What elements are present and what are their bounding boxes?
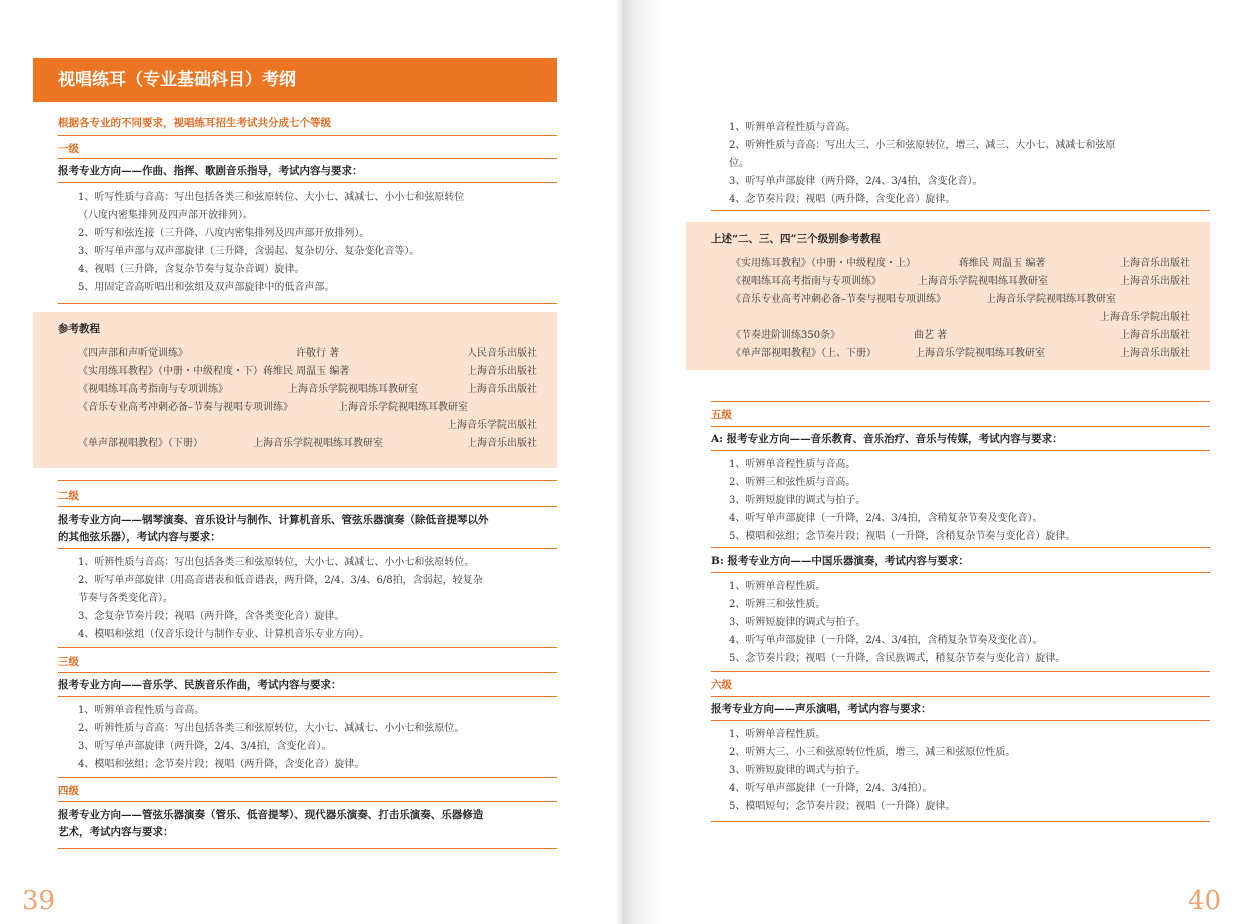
list-item: 1、听辨单音程性质与音高。 (78, 705, 205, 716)
reference-author: 曲艺 著 (914, 330, 948, 341)
list-item: （八度内密集排列及四声部开放排列）。 (78, 210, 253, 221)
list-item: 4、视唱（三升降，含复杂节奏与复杂音调）旋律。 (78, 264, 305, 275)
reference-book: 《节奏进阶训练350条》 (731, 330, 841, 341)
reference-author: 上海音乐学院视唱练耳教研室 (986, 294, 1116, 305)
reference-publisher: 上海音乐出版社 (467, 438, 537, 449)
list-item: 2、听辨性质与音高：写出包括各类三和弦原转位，大小七、减减七、小小七和弦原位。 (78, 723, 465, 734)
divider (58, 672, 557, 673)
level-4-heading: 报考专业方向——管弦乐器演奏（管乐、低音提琴）、现代器乐演奏、打击乐演奏、乐器修造 (58, 809, 484, 821)
divider (58, 548, 557, 549)
reference-book: 《单声部视唱教程》（上、下册） (731, 348, 876, 359)
level-6-items (729, 726, 1209, 816)
list-item: 2、听辨三和弦性质与音高。 (729, 477, 856, 488)
list-item: 2、听写和弦连接（三升降、八度内密集排列及四声部开放排列）。 (78, 228, 370, 239)
list-item: 节奏与各类变化音）。 (78, 593, 173, 604)
list-item: 4、模唱和弦组（仅音乐设计与制作专业、计算机音乐专业方向）。 (78, 629, 370, 640)
list-item: 4、听写单声部旋律（一升降，2/4、3/4拍）。 (729, 783, 933, 794)
reference-book: 《实用练耳教程》（中册・中级程度・下）蒋维民 周温玉 编著 (78, 366, 350, 377)
list-item: 5、模唱短句；念节奏片段；视唱（一升降）旋律。 (729, 801, 956, 812)
divider (711, 572, 1210, 573)
reference-publisher: 上海音乐出版社 (467, 366, 537, 377)
list-item: 5、念节奏片段；视唱（一升降，含民族调式，稍复杂节奏与变化音）旋律。 (729, 653, 1066, 664)
divider (58, 696, 557, 697)
list-item: 1、听辨单音程性质。 (729, 729, 826, 740)
level-1-heading: 报考专业方向——作曲、指挥、歌剧音乐指导，考试内容与要求： (58, 165, 363, 177)
list-item: 5、模唱和弦组；念节奏片段；视唱（一升降，含稍复杂节奏与变化音）旋律。 (729, 531, 1076, 542)
reference-book: 《四声部和声听觉训练》 (78, 348, 188, 359)
reference-book: 《音乐专业高考冲刺必备–节奏与视唱专项训练》 (731, 294, 946, 305)
level-5b-items (729, 578, 1209, 668)
level-4-label: 四级 (58, 785, 79, 797)
divider (58, 647, 557, 648)
list-item: 2、听辨性质与音高：写出大三、小三和弦原转位，增三、减三、大小七、减减七和弦原 (729, 140, 1116, 151)
divider (711, 671, 1210, 672)
reference-book: 《视唱练耳高考指南与专项训练》 (78, 384, 228, 395)
reference-publisher: 人民音乐出版社 (467, 348, 537, 359)
list-item: 4、听写单声部旋律（一升降，2/4、3/4拍，含稍复杂节奏及变化音）。 (729, 513, 1043, 524)
reference-publisher: 上海音乐出版社 (1120, 276, 1190, 287)
divider (58, 135, 557, 136)
divider (711, 696, 1210, 697)
level-2-label: 二级 (58, 490, 79, 502)
divider (711, 547, 1210, 548)
list-item: 3、念复杂节奏片段；视唱（两升降，含各类变化音）旋律。 (78, 611, 345, 622)
level-1-items (78, 189, 548, 297)
level-4-heading-cont: 艺术，考试内容与要求： (58, 826, 174, 838)
reference-author: 上海音乐学院视唱练耳教研室 (253, 438, 383, 449)
reference-book: 《视唱练耳高考指南与专项训练》 (731, 276, 881, 287)
reference-box (33, 312, 557, 468)
level-4-items (729, 119, 1209, 209)
level-1-label: 一级 (58, 143, 79, 155)
divider (711, 720, 1210, 721)
reference-publisher: 上海音乐出版社 (1120, 330, 1190, 341)
divider (58, 182, 557, 183)
list-item: 1、听辨单音程性质与音高。 (729, 459, 856, 470)
level-2-items (78, 554, 548, 644)
reference-publisher: 上海音乐学院出版社 (447, 420, 537, 431)
reference-title: 上述“二、三、四”三个级别参考教程 (711, 233, 881, 245)
list-item: 3、听辨短旋律的调式与拍子。 (729, 765, 866, 776)
reference-publisher: 上海音乐学院出版社 (1100, 312, 1190, 323)
list-item: 4、念节奏片段；视唱（两升降，含变化音）旋律。 (729, 194, 956, 205)
list-item: 3、听辨短旋律的调式与拍子。 (729, 617, 866, 628)
page-title: 视唱练耳（专业基础科目）考纲 (33, 58, 557, 102)
level-5b-heading: B: 报考专业方向——中国乐器演奏，考试内容与要求： (711, 555, 969, 567)
divider (58, 303, 557, 304)
list-item: 3、听辨短旋律的调式与拍子。 (729, 495, 866, 506)
list-item: 1、听写性质与音高：写出包括各类三和弦原转位、大小七、减减七、小小七和弦原转位 (78, 192, 465, 203)
list-item: 位。 (729, 158, 749, 169)
divider (58, 848, 557, 849)
list-item: 5、用固定音高听唱出和弦组及双声部旋律中的低音声部。 (78, 282, 335, 293)
reference-book: 《单声部视唱教程》（下册） (78, 438, 203, 449)
list-item: 4、模唱和弦组；念节奏片段；视唱（两升降，含变化音）旋律。 (78, 759, 365, 770)
level-2-heading-cont: 的其他弦乐器），考试内容与要求： (58, 531, 221, 543)
level-3-heading: 报考专业方向——音乐学、民族音乐作曲，考试内容与要求： (58, 679, 342, 691)
divider (711, 210, 1210, 211)
divider (58, 801, 557, 802)
right-page (622, 0, 1246, 924)
reference-author: 蒋维民 周温玉 编著 (959, 258, 1046, 269)
divider (58, 777, 557, 778)
list-item: 2、听辨大三、小三和弦原转位性质，增三、减三和弦原位性质。 (729, 747, 1016, 758)
list-item: 3、听写单声部旋律（两升降，2/4、3/4拍，含变化音）。 (78, 741, 332, 752)
reference-author: 上海音乐学院视唱练耳教研室 (338, 402, 468, 413)
divider (711, 821, 1210, 822)
level-6-label: 六级 (711, 679, 732, 691)
list-item: 2、听写单声部旋律（用高音谱表和低音谱表，两升降，2/4、3/4、6/8拍，含弱起，较复杂 (78, 575, 483, 586)
list-item: 2、听辨三和弦性质。 (729, 599, 826, 610)
level-2-heading: 报考专业方向——钢琴演奏、音乐设计与制作、计算机音乐、管弦乐器演奏（除低音提琴以外 (58, 514, 489, 526)
list-item: 4、听写单声部旋律（一升降，2/4、3/4拍，含稍复杂节奏及变化音）。 (729, 635, 1043, 646)
list-item: 1、听辨单音程性质与音高。 (729, 122, 856, 133)
reference-author: 许敬行 著 (296, 348, 340, 359)
level-3-label: 三级 (58, 656, 79, 668)
level-5-label: 五级 (711, 409, 732, 421)
divider (58, 506, 557, 507)
reference-book: 《音乐专业高考冲刺必备–节奏与视唱专项训练》 (78, 402, 293, 413)
page-number: 40 (1188, 886, 1222, 916)
reference-book: 《实用练耳教程》（中册・中级程度・上） (731, 258, 916, 269)
reference-publisher: 上海音乐出版社 (1120, 258, 1190, 269)
reference-title: 参考教程 (58, 323, 100, 335)
level-3-items (78, 702, 548, 774)
reference-author: 上海音乐学院视唱练耳教研室 (915, 348, 1045, 359)
list-item: 3、听写单声部旋律（两升降，2/4、3/4拍，含变化音）。 (729, 176, 983, 187)
level-6-heading: 报考专业方向——声乐演唱，考试内容与要求： (711, 703, 932, 715)
left-page (0, 0, 622, 924)
intro-text: 根据各专业的不同要求，视唱练耳招生考试共分成七个等级 (58, 117, 331, 129)
divider (711, 450, 1210, 451)
reference-box (686, 222, 1210, 370)
page-number: 39 (22, 886, 56, 916)
reference-publisher: 上海音乐出版社 (467, 384, 537, 395)
level-5a-items (729, 456, 1209, 546)
list-item: 3、听写单声部与双声部旋律（三升降，含弱起、复杂切分、复杂变化音等）。 (78, 246, 420, 257)
reference-author: 上海音乐学院视唱练耳教研室 (288, 384, 418, 395)
divider (711, 401, 1210, 402)
reference-author: 上海音乐学院视唱练耳教研室 (918, 276, 1048, 287)
list-item: 1、听辨单音程性质。 (729, 581, 826, 592)
list-item: 1、听辨性质与音高：写出包括各类三和弦原转位，大小七、减减七、小小七和弦原转位。 (78, 557, 475, 568)
divider (58, 158, 557, 159)
divider (711, 426, 1210, 427)
divider (58, 480, 557, 481)
level-5a-heading: A: 报考专业方向——音乐教育、音乐治疗、音乐与传媒，考试内容与要求： (711, 433, 1063, 445)
reference-publisher: 上海音乐出版社 (1120, 348, 1190, 359)
